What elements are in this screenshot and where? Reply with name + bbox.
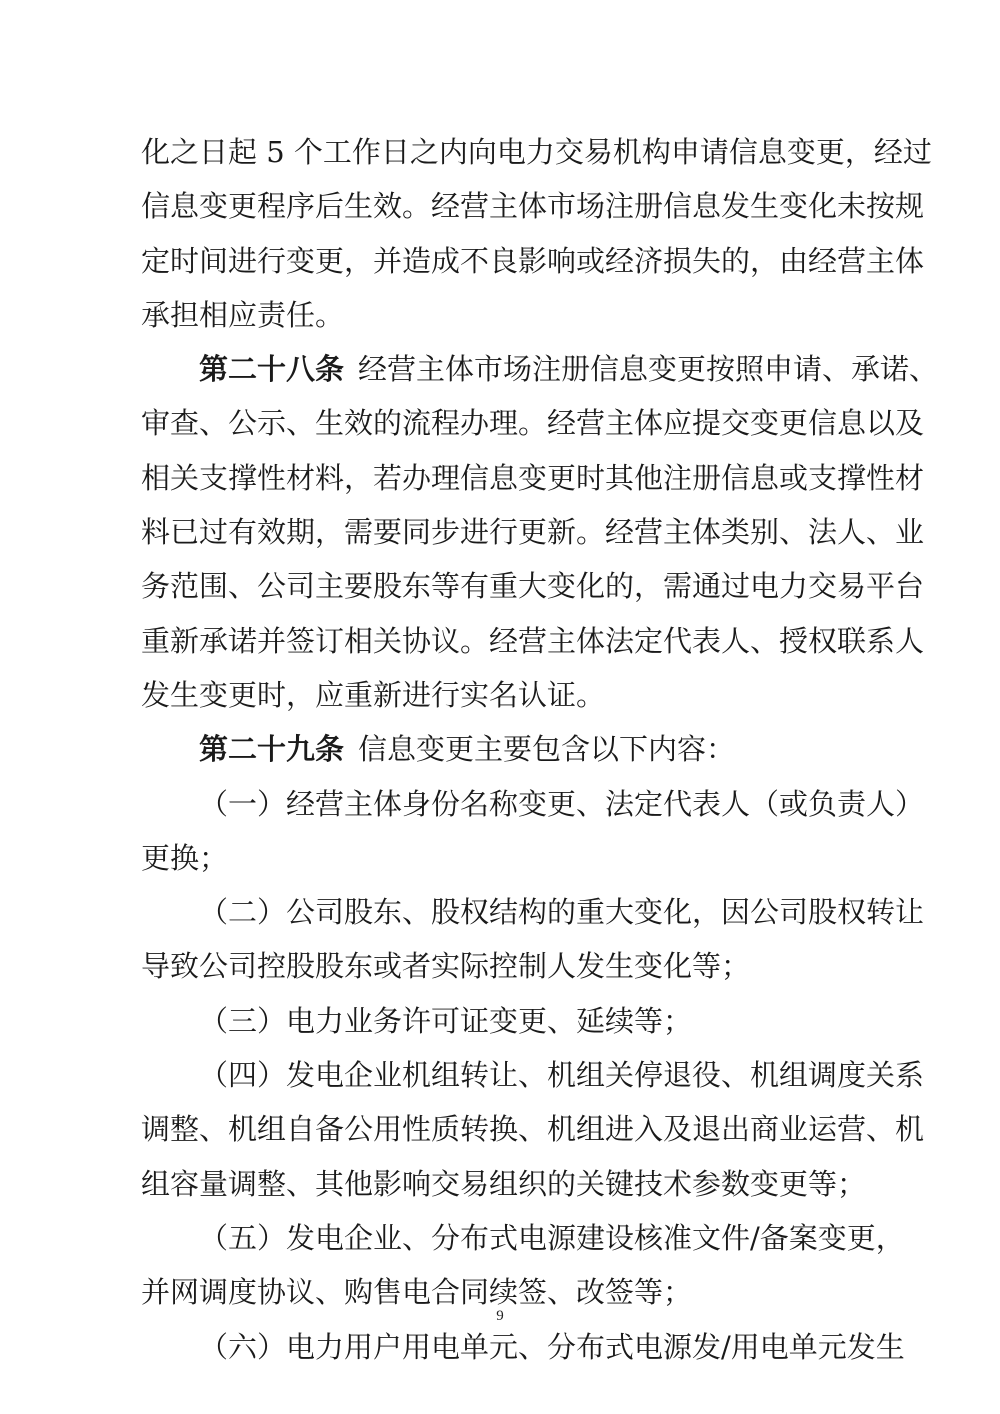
text-line: 更换； (141, 840, 229, 875)
text-line: 组容量调整、其他影响交易组织的关键技术参数变更等； (141, 1166, 867, 1201)
text-line: 并网调度协议、购售电合同续签、改签等； (141, 1275, 693, 1310)
list-item-3: （三）电力业务许可证变更、延续等； (199, 1003, 693, 1038)
text-line: 务范围、公司主要股东等有重大变化的，需通过电力交易平台 (141, 569, 925, 604)
list-item-4: （四）发电企业机组转让、机组关停退役、机组调度关系 (199, 1058, 925, 1093)
text-line: 发生变更时，应重新进行实名认证。 (141, 677, 606, 712)
text-line: 定时间进行变更，并造成不良影响或经济损失的，由经营主体 (141, 243, 925, 278)
article-29-heading: 第二十九条 (199, 732, 345, 767)
text-line: 调整、机组自备公用性质转换、机组进入及退出商业运营、机 (141, 1112, 925, 1147)
text-line: 相关支撑性材料，若办理信息变更时其他注册信息或支撑性材 (141, 460, 925, 495)
list-item-6: （六）电力用户用电单元、分布式电源发/用电单元发生 (199, 1329, 905, 1364)
text-span: 信息变更主要包含以下内容： (358, 732, 736, 767)
text-line: 导致公司控股股东或者实际控制人发生变化等； (141, 949, 751, 984)
text-line: 审查、公示、生效的流程办理。经营主体应提交变更信息以及 (141, 406, 925, 441)
text-line: 化之日起 5 个工作日之内向电力交易机构申请信息变更，经过 (141, 135, 932, 169)
list-item-1: （一）经营主体身份名称变更、法定代表人（或负责人） (199, 786, 925, 821)
text-span: 经营主体市场注册信息变更按照申请、承诺、 (358, 352, 939, 387)
list-item-5: （五）发电企业、分布式电源建设核准文件/备案变更， (199, 1220, 905, 1255)
text-line: 重新承诺并签订相关协议。经营主体法定代表人、授权联系人 (141, 623, 925, 658)
text-line: 料已过有效期，需要同步进行更新。经营主体类别、法人、业 (141, 515, 925, 550)
text-line: 信息变更程序后生效。经营主体市场注册信息发生变化未按规 (141, 189, 925, 224)
document-body (141, 125, 939, 1374)
article-29-first-line (141, 722, 861, 776)
article-28-heading: 第二十八条 (199, 352, 345, 387)
article-28-first-line (141, 342, 939, 396)
text-line: 承担相应责任。 (141, 297, 345, 332)
page-number: 9 (496, 1308, 504, 1324)
list-item-2: （二）公司股东、股权结构的重大变化，因公司股权转让 (199, 895, 925, 930)
